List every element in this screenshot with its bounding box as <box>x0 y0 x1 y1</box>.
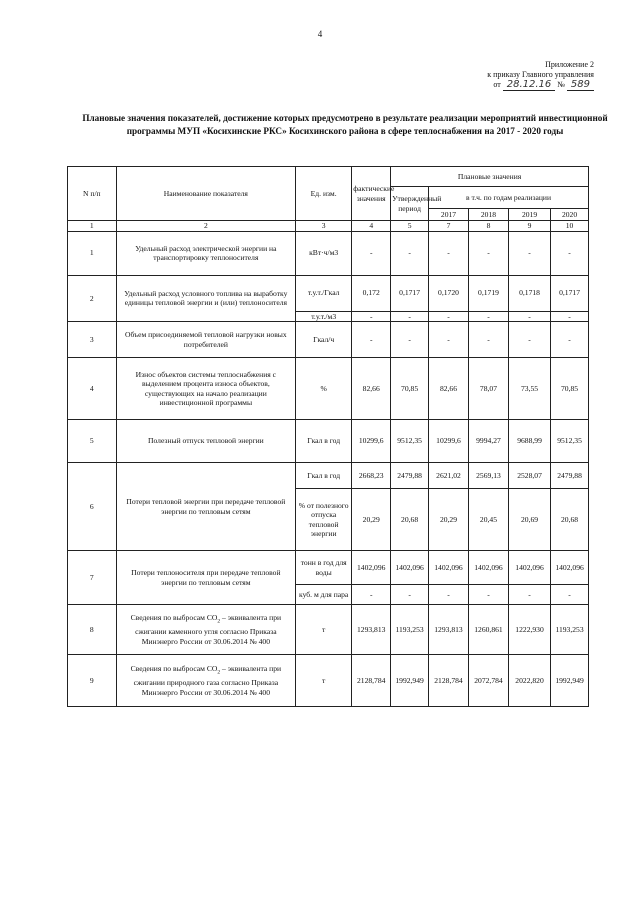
row-2020: - <box>551 231 589 275</box>
row-2017: - <box>429 231 469 275</box>
row-2020: 2479,88 <box>551 463 589 489</box>
row-number: 2 <box>68 275 117 322</box>
header-approved: Утвержденный период <box>391 187 429 221</box>
table-row <box>68 605 589 655</box>
row-unit: тонн в год для воды <box>296 551 352 585</box>
table-row <box>68 655 589 707</box>
row-2018: - <box>468 311 508 322</box>
row-unit: % <box>296 358 352 420</box>
indicators-table <box>67 166 589 707</box>
row-2017: 1293,813 <box>429 605 469 655</box>
row-2020: 0,1717 <box>551 275 589 311</box>
document-title: Плановые значения показателей, достижение которых предусмотрено в результате реализации мероприятий инвестиционной программы МУП «Косихинские РКС» Косихинского района в сфере теплоснабжения на 2017 - 2020 годы <box>82 113 608 136</box>
row-2019: 1402,096 <box>508 551 550 585</box>
row-actual: 0,172 <box>352 275 391 311</box>
header-year-2020: 2020 <box>551 209 589 221</box>
subscript: 2 <box>217 618 221 625</box>
row-approved: 1193,253 <box>391 605 429 655</box>
row-actual: - <box>352 311 391 322</box>
row-unit: куб. м для пара <box>296 585 352 605</box>
number-prefix: № <box>557 80 565 89</box>
row-2020: - <box>551 322 589 358</box>
header-by-years: в т.ч. по годам реализации <box>429 187 589 209</box>
col-number: 5 <box>391 221 429 232</box>
row-2018: 9994,27 <box>468 420 508 463</box>
row-unit: т.у.т./м3 <box>296 311 352 322</box>
row-approved: 9512,35 <box>391 420 429 463</box>
row-2020: - <box>551 585 589 605</box>
row-approved: 1992,949 <box>391 655 429 707</box>
row-2017: 2621,02 <box>429 463 469 489</box>
row-indicator-name: Удельный расход электрической энергии на транспортировку теплоносителя <box>116 231 295 275</box>
row-2018: 0,1719 <box>468 275 508 311</box>
table-row <box>68 231 589 275</box>
row-unit: т.у.т./Гкал <box>296 275 352 311</box>
row-indicator-name <box>116 655 295 707</box>
row-unit: Гкал в год <box>296 420 352 463</box>
row-number: 9 <box>68 655 117 707</box>
col-number: 3 <box>296 221 352 232</box>
header-unit: Ед. изм. <box>296 167 352 221</box>
row-2018: 78,07 <box>468 358 508 420</box>
row-unit: Гкал/ч <box>296 322 352 358</box>
table-row <box>68 463 589 489</box>
row-approved: - <box>391 322 429 358</box>
row-2018: 20,45 <box>468 489 508 551</box>
row-indicator-name: Удельный расход условного топлива на выработку единицы тепловой энергии и (или) теплоносителя <box>116 275 295 322</box>
row-number: 4 <box>68 358 117 420</box>
row-2019: 73,55 <box>508 358 550 420</box>
header-num: N п/п <box>68 167 117 221</box>
row-unit: Гкал в год <box>296 463 352 489</box>
row-number: 5 <box>68 420 117 463</box>
header-row-1 <box>68 167 589 187</box>
row-2020: 1992,949 <box>551 655 589 707</box>
row-2020: 1402,096 <box>551 551 589 585</box>
row-unit: % от полезного отпуска тепловой энергии <box>296 489 352 551</box>
row-2018: - <box>468 231 508 275</box>
header-planned: Плановые значения <box>391 167 589 187</box>
header-year-2019: 2019 <box>508 209 550 221</box>
row-approved: 1402,096 <box>391 551 429 585</box>
row-2019: - <box>508 311 550 322</box>
row-actual: 20,29 <box>352 489 391 551</box>
header-name: Наименование показателя <box>116 167 295 221</box>
row-2017: - <box>429 585 469 605</box>
row-2018: 2072,784 <box>468 655 508 707</box>
row-approved: 70,85 <box>391 358 429 420</box>
col-number: 4 <box>352 221 391 232</box>
page-number: 4 <box>317 29 323 39</box>
row-2017: 20,29 <box>429 489 469 551</box>
col-number: 1 <box>68 221 117 232</box>
row-2019: 0,1718 <box>508 275 550 311</box>
row-actual: 1402,096 <box>352 551 391 585</box>
appendix-date-row <box>394 80 594 91</box>
col-number: 10 <box>551 221 589 232</box>
subscript: 2 <box>217 669 221 676</box>
table-row <box>68 322 589 358</box>
row-approved: 2479,88 <box>391 463 429 489</box>
row-approved: - <box>391 231 429 275</box>
name-part: Сведения по выбросам CO <box>130 663 218 673</box>
row-approved: 20,68 <box>391 489 429 551</box>
row-actual: 10299,6 <box>352 420 391 463</box>
table-row <box>68 420 589 463</box>
row-actual: 2668,23 <box>352 463 391 489</box>
row-2017: 10299,6 <box>429 420 469 463</box>
table-row <box>68 358 589 420</box>
row-number: 6 <box>68 463 117 551</box>
row-actual: - <box>352 231 391 275</box>
row-approved: - <box>391 585 429 605</box>
row-2017: 82,66 <box>429 358 469 420</box>
row-number: 1 <box>68 231 117 275</box>
row-indicator-name: Полезный отпуск тепловой энергии <box>116 420 295 463</box>
row-2018: 1260,861 <box>468 605 508 655</box>
row-approved: - <box>391 311 429 322</box>
row-indicator-name: Объем присоединяемой тепловой нагрузки новых потребителей <box>116 322 295 358</box>
row-number: 8 <box>68 605 117 655</box>
row-2020: - <box>551 311 589 322</box>
row-2020: 1193,253 <box>551 605 589 655</box>
table-row <box>68 275 589 311</box>
col-number: 9 <box>508 221 550 232</box>
row-unit: кВт·ч/м3 <box>296 231 352 275</box>
table-row <box>68 551 589 585</box>
name-part: – эквивалента при сжигании каменного угля согласно Приказа Минэнерго России от 30.06.2014 № 400 <box>135 612 282 646</box>
row-indicator-name <box>116 605 295 655</box>
row-indicator-name: Потери теплоносителя при передаче тепловой энергии по тепловым сетям <box>116 551 295 605</box>
row-2017: - <box>429 322 469 358</box>
row-2019: 1222,930 <box>508 605 550 655</box>
row-2019: - <box>508 585 550 605</box>
col-number: 2 <box>116 221 295 232</box>
appendix-block <box>394 60 594 91</box>
row-actual: 1293,813 <box>352 605 391 655</box>
row-number: 3 <box>68 322 117 358</box>
col-number: 8 <box>468 221 508 232</box>
row-indicator-name: Потери тепловой энергии при передаче тепловой энергии по тепловым сетям <box>116 463 295 551</box>
row-2019: 2022,820 <box>508 655 550 707</box>
header-year-2017: 2017 <box>429 209 469 221</box>
row-2019: 2528,07 <box>508 463 550 489</box>
name-part: Сведения по выбросам CO <box>130 612 218 622</box>
row-actual: - <box>352 585 391 605</box>
row-approved: 0,1717 <box>391 275 429 311</box>
row-unit: т <box>296 605 352 655</box>
row-unit: т <box>296 655 352 707</box>
handwritten-number: 589 <box>567 80 594 91</box>
row-2019: 9688,99 <box>508 420 550 463</box>
row-2020: 70,85 <box>551 358 589 420</box>
header-actual: фактические значения <box>352 167 391 221</box>
row-2017: 0,1720 <box>429 275 469 311</box>
row-2018: 1402,096 <box>468 551 508 585</box>
header-year-2018: 2018 <box>468 209 508 221</box>
row-actual: 2128,784 <box>352 655 391 707</box>
row-2018: - <box>468 322 508 358</box>
name-part: – эквивалента при сжигании природного газа согласно Приказа Минэнерго России от 30.06.2014 № 400 <box>133 663 282 697</box>
row-actual: - <box>352 322 391 358</box>
row-2019: 20,69 <box>508 489 550 551</box>
col-number: 7 <box>429 221 469 232</box>
appendix-title: Приложение 2 <box>545 60 594 69</box>
appendix-order-ref: к приказу Главного управления <box>487 70 594 79</box>
row-number: 7 <box>68 551 117 605</box>
row-2018: - <box>468 585 508 605</box>
date-prefix: от <box>493 80 501 89</box>
column-numbers-row <box>68 221 589 232</box>
row-actual: 82,66 <box>352 358 391 420</box>
row-2019: - <box>508 322 550 358</box>
row-2020: 9512,35 <box>551 420 589 463</box>
row-2017: 1402,096 <box>429 551 469 585</box>
row-indicator-name: Износ объектов системы теплоснабжения с выделением процента износа объектов, существующих на начало реализации инвестиционной программы <box>116 358 295 420</box>
row-2020: 20,68 <box>551 489 589 551</box>
row-2017: - <box>429 311 469 322</box>
handwritten-date: 28.12.16 <box>503 80 556 91</box>
row-2019: - <box>508 231 550 275</box>
row-2017: 2128,784 <box>429 655 469 707</box>
row-2018: 2569,13 <box>468 463 508 489</box>
